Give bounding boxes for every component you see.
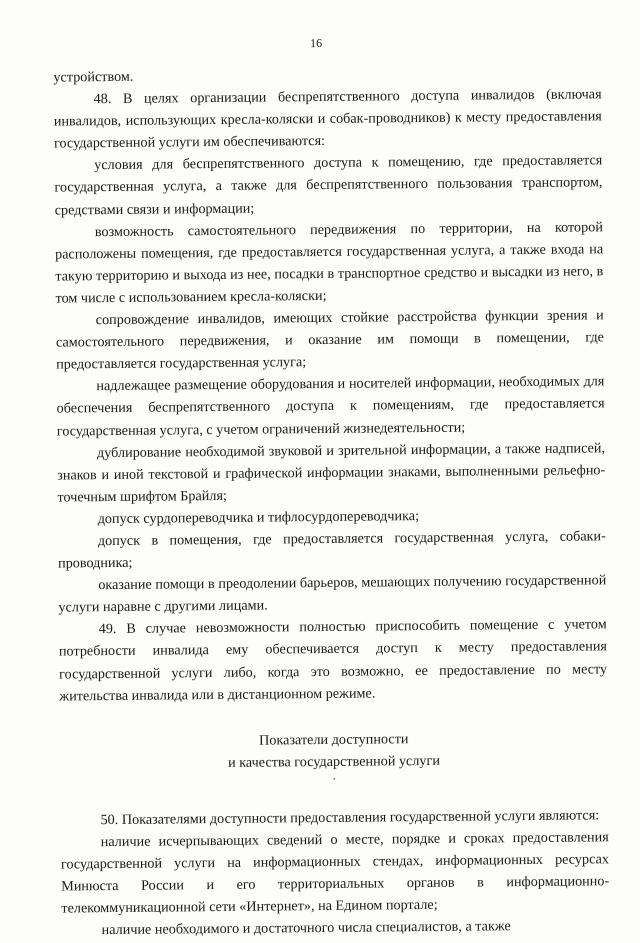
paragraph: возможность самостоятельного передвижения по территории, на которой расположены помещения, где предоставляется государственная услуга, а также входа на такую территорию и выхода из нее, посадки в транспортное средство и высадки из него, в том числе с использованием кресла-коляски; [55,218,604,307]
paragraph: условия для беспрепятственного доступа к помещению, где предоставляется государственная услуга, а также для беспрепятственного пользования транспортом, средствами связи и информации; [54,152,603,219]
paragraph: надлежащее размещение оборудования и носителей информации, необходимых для обеспечения беспрепятственного доступа к помещениям, где предоставляется государственная услуга, с учетом ограничений жизнедеятельности; [56,373,605,440]
paragraph: 48. В целях организации беспрепятственного доступа инвалидов (включая инвалидов, использующих кресла-коляски и собак-проводников) к месту предоставления государственной услуги им обеспечиваются: [53,86,602,152]
section-heading-line-1: Показатели доступности [259,730,409,749]
paragraph: дублирование необходимой звуковой и зрительной информации, а также надписей, знаков и иной текстовой и графической информации знаками, выполненными рельефно-точечным шрифтом Брайля; [57,439,606,506]
paragraph: 49. В случае невозможности полностью приспособить помещение с учетом потребности инвалида ему обеспечивается доступ к месту предоставления государственной услуги либо, когда это возможно, ее предоставление по месту жительства инвалида или в дистанционном режиме. [58,616,608,705]
paragraph: 50. Показателями доступности предоставления государственной услуги являются: [100,807,600,829]
scan-mark: · [332,771,337,786]
paragraph: оказание помощи в преодолении барьеров, мешающих получению государственной услуги наравне с другими лицами. [58,572,607,616]
page-number: 16 [310,35,323,51]
paragraph: наличие необходимого и достаточного числа специалистов, а также [101,918,511,939]
paragraph: наличие исчерпывающих сведений о месте, порядке и сроках предоставления государственной услуги на информационных стендах, информационных ресурсах Минюста России и его территориальных органов в информационно-телекоммуникационной сети «Интернет», на Едином портале; [60,829,610,917]
section-heading-line-2: и качества государственной услуги [227,752,440,771]
paragraph: допуск в помещения, где предоставляется государственная услуга, собаки-проводника; [58,528,606,572]
paragraph: допуск сурдопереводчика и тифлосурдопереводчика; [97,507,420,528]
paragraph: сопровождение инвалидов, имеющих стойкие расстройства функции зрения и самостоятельного передвижения, и оказание им помощи в помещении, где предоставляется государственная услуга; [55,307,605,373]
document-body [53,61,609,942]
paragraph: устройством. [53,68,134,86]
